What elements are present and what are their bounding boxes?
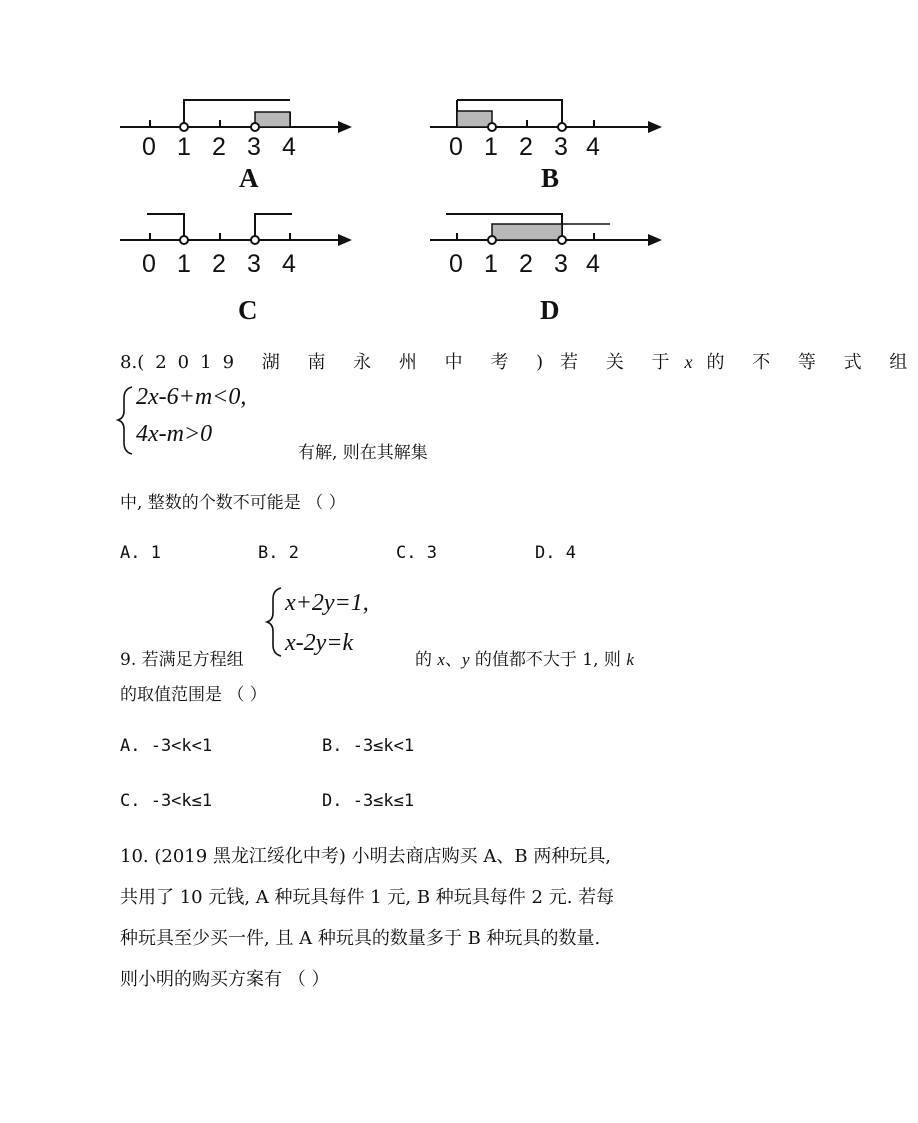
q8-option-d: D. 4: [535, 543, 576, 563]
q8-line-2: 中, 整数的个数不可能是 （ ）: [120, 493, 346, 513]
tick-label: 3: [554, 133, 568, 161]
tick-label: 1: [177, 133, 191, 161]
tick-label: 2: [519, 250, 533, 278]
tick-label: 4: [282, 133, 296, 161]
tick-label: 4: [586, 133, 600, 161]
q8-stem-b: 的 不 等 式 组: [706, 352, 918, 373]
tick-label: 2: [519, 133, 533, 161]
q8-equation-2: 4x-m>0: [136, 421, 213, 447]
q9-line-2: 的取值范围是 （ ）: [120, 685, 267, 705]
tick-label: 0: [449, 133, 463, 161]
q8-source: (2019 湖 南 永 州 中 考 ): [137, 352, 555, 373]
q9-option-b: B. -3≤k<1: [322, 736, 415, 756]
q9-tail: [415, 645, 634, 670]
q8-equation-1: 2x-6+m<0,: [136, 384, 247, 410]
tick-label: 4: [586, 250, 600, 278]
tick-label: 0: [142, 133, 156, 161]
option-label-a: A: [239, 163, 259, 193]
option-label-d: D: [540, 295, 560, 325]
q10-line-4: 则小明的购买方案有 （ ）: [120, 969, 330, 990]
q9-var-k: k: [626, 650, 634, 669]
tick-label: 1: [484, 133, 498, 161]
tick-label: 0: [449, 250, 463, 278]
tick-label: 3: [247, 250, 261, 278]
tick-label: 2: [212, 250, 226, 278]
q9-var-y: y: [461, 650, 470, 669]
q9-lead: 9. 若满足方程组: [120, 650, 244, 670]
q9-option-a: A. -3<k<1: [120, 736, 213, 756]
option-label-c: C: [238, 295, 258, 325]
tick-label: 3: [247, 133, 261, 161]
tick-label: 2: [212, 133, 226, 161]
q10-line-3: 种玩具至少买一件, 且 A 种玩具的数量多于 B 种玩具的数量.: [120, 928, 601, 949]
q8-option-c: C. 3: [396, 543, 437, 563]
q9-option-d: D. -3≤k≤1: [322, 791, 415, 811]
q8-option-b: B. 2: [258, 543, 299, 563]
tick-label: 3: [554, 250, 568, 278]
q8-after-system: 有解, 则在其解集: [298, 443, 428, 463]
tick-label: 1: [177, 250, 191, 278]
tick-label: 4: [282, 250, 296, 278]
q9-var-x: x: [437, 650, 445, 669]
q9-tail-b: 的值都不大于 1, 则: [474, 650, 621, 670]
q9-tail-a: 的: [415, 650, 432, 670]
q9-option-c: C. -3<k≤1: [120, 791, 213, 811]
q8-var: x: [684, 352, 693, 372]
q9-equation-2: x-2y=k: [285, 630, 354, 656]
q10-line-1: 10. (2019 黑龙江绥化中考) 小明去商店购买 A、B 两种玩具,: [120, 846, 612, 867]
tick-label: 0: [142, 250, 156, 278]
q10-line-2: 共用了 10 元钱, A 种玩具每件 1 元, B 种玩具每件 2 元. 若每: [120, 887, 615, 908]
q8-number: 8.: [120, 352, 138, 373]
q9-tail-sep: 、: [444, 650, 462, 670]
q8-option-a: A. 1: [120, 543, 161, 563]
q9-equation-1: x+2y=1,: [285, 590, 369, 616]
tick-label: 1: [484, 250, 498, 278]
option-label-b: B: [541, 163, 560, 193]
q8-stem-a: 若 关 于: [560, 352, 681, 373]
